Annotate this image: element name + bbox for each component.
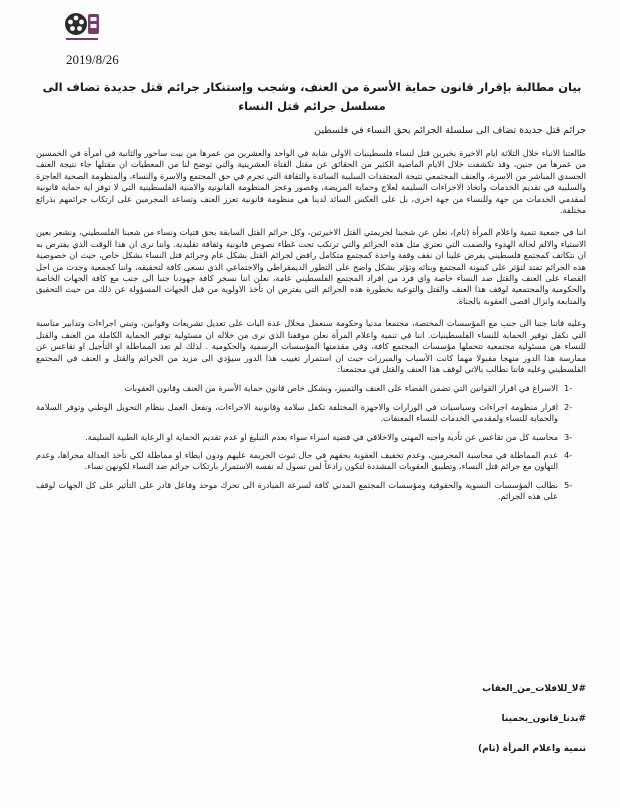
list-item: 5- نطالب المؤسسات النسوية والحقوقية ومؤسسات المجتمع المدني كافة لسرعة المبادرة الى تحرك موحد وفاعل قادر على التأثير على كل الجهات لوقف على هذه الجرائم. bbox=[36, 479, 573, 502]
list-item: 3- محاسبة كل من تقاعس عن تأدية واجبه المهني والاخلاقي في قضية اسراء سواء بعدم التبليغ او عدم تقديم الحماية او الرعاية الطبية السليمة. bbox=[85, 431, 573, 442]
statement-subtitle: جرائم قتل جديدة تضاف الى سلسلة الجرائم بحق النساء في فلسطين bbox=[314, 125, 586, 136]
list-item: 2- اقرار منظومة اجراءات وسياسيات في الوزارات والاجهزة المختلفة تكفل سلامة وقانونية الاجراءات، وتفعل العمل بنظام التحويل الوطني وتوفر السلامة والحماية للنساء ولمقدمي الخدمات للنساء المعنفات. bbox=[36, 401, 573, 424]
statement-title: بيان مطالبة بإقرار قانون حماية الأسرة من العنف، وشجب وإستنكار جرائم قتل جديدة تضاف الى مسلسل جرائم قتل النساء bbox=[42, 80, 582, 113]
paragraph: اننا في جمعية تنمية واعلام المرأة (تام)، نعلن عن شجبنا لجريمتي القتل الاخيرتين، وكل جرائم القتل السابقة بحق فتيات ونساء من شعبنا الفلسطيني، ونشعر بعين الاستياء والالم لحالة الهدوء والصمت التي تعتري مثل هذه الجرائم والتي ترتكب تحت غطاء نصوص قانونية وثقافة تقليدية. واننا نرى ان هذا الوقت الذي يفترض به ان نتكاتف كمجتمع فلسطيني يفرض علينا ان نقف وقفة واحدة كمجتمع متكامل رافض لجرائم القتل بشكل عام وجرائم قتل النساء بشكل خاص، حيث ان خصوصية هذه الجرائم تمتد لتؤثر على كينونة المجتمع وبنائه وتؤثر بشكل واضح على التطور الديمقراطي والاجتماعي الذي نسعى كافة لتحقيقه، واننا كجمعية وجدت من اجل القضاء على العنف والقتل ضد النساء خاصة واي فرد من افراد المجتمع الفلسطيني عامة، نعلن اننا نسخر كافة جهودنا جنبا الى جنب مع كافة الجهات الخاصة والحكومية والمجتمعية لوقف هذا العنف والقتل والتوعية بخطورة هذه الجرائم التي يفترض ان تأخذ الاولوية من قبل الجهات المسؤولة عن ذلك من حيث التحقيق والمتابعة وانزال اقصى العقوبة بالجناة. bbox=[36, 227, 586, 306]
paragraph: وعليه فاننا جنبا الى جنب مع المؤسسات المختصة، مجتمعا مدنيا وحكومة سنعمل مخلال عدة اليات على تعديل تشريعات وقوانين، وتبني اجراءات وتدابير مناسبة التي تكفل توفير الحماية للنساء الفلسطينيات. اننا في تنمية واعلام المرأة نعلن موقفنا الذي نرى من خلاله ان مسئولية توفير الحماية الكاملة من العنف والقتل للنساء هي مسئولية مجتمعية تتحملها مؤسسات المجتمع كافة، وفي مقدمتها المؤسسات الرسمية والحكومية . لذلك لم تعد المماطلة او التأجيل او تقاعس عن ممارسة هذا الدور منهجا مقبولا مهما كانت الأسباب والمبررات حيث ان استمرار تغييب هذا الدور سيؤدي الى مزيد من الجرائم والقتل و العنف في المجتمع الفلسطيني وعليه فاننا نطالب بالاتي لوقف هذا العنف والقتل في مجتمعنا: bbox=[36, 318, 586, 374]
statement-date: 2019/8/26 bbox=[66, 52, 119, 67]
closing-section bbox=[478, 684, 586, 774]
list-item: 1- الاسراع في اقرار القوانين التي تضمن القضاء على العنف والتمييز، وبشكل خاص قانون حماية الأسرة من العنف وقانون العقوبات bbox=[124, 383, 573, 394]
demands-list bbox=[36, 383, 586, 502]
organization-logo bbox=[62, 6, 102, 44]
film-reel-icon bbox=[62, 6, 102, 44]
paragraph: طالعتنا الانباء خلال الثلاثة ايام الاخيرة بخبرين قتل لنساء فلسطينيات الاولى شابة في الواحد والعشرين من عمرها من بيت ساحور والثانية في امرأة في الخمسين من عمرها من جنين، وقد تكشفت خلال الايام الماضية الكثير من الحقائق عن مقتل القتاة العشرينية والتي توضح لنا من المعطيات ان مقتلها جاء نتيجة العنف الجسدي المباشر من الاسرة، والعنف المجتمعي نتيجة المعتقدات السلبية السائدة والثقافة التي تجرم في حق المجتمع والاسرة والنساء، والمنظومة الصحية العاجزة والسلبية في تقديم الخدمات واتخاذ الاجراءات السليمة لعلاج وحماية المريضة، وقصور وعجز المنظومة القانونية والامنية الفلسطينية التي لا توفر اية حماية قانونية لمقدمي الخدمات من جهة وللنساء من جهة اخرى، بل على العكس السائد لدينا هي منظومة قانونية تعزز العنف وتساعد المجرمين على ارتكاب جرائمهم بذرائع مختلفة. bbox=[36, 148, 586, 216]
hashtag-protection-law[interactable]: #بدنا_قانون_يحمينا bbox=[501, 714, 586, 724]
statement-body bbox=[36, 148, 586, 510]
hashtag-impunity[interactable]: #لا_للافلات_من_العقاب bbox=[482, 684, 586, 694]
list-item: 4- عدم المماطلة في محاسبة المجرمين، وعدم تخفيف العقوبة بحقهم في حال ثبوت الجريمة عليهم ودون ابطاء او مماطلة لكي تأخذ العدالة مجراها، وعدم التهاون مع جرائم قتل النساء، وتطبيق العقوبات المشددة لتكون رادعاً لمن تسول له نفسه الاستمرار بارتكاب جرائم ضد النساء لكونهن نساء. bbox=[36, 449, 573, 472]
signature: تنمية واعلام المرأة (تام) bbox=[478, 744, 586, 754]
